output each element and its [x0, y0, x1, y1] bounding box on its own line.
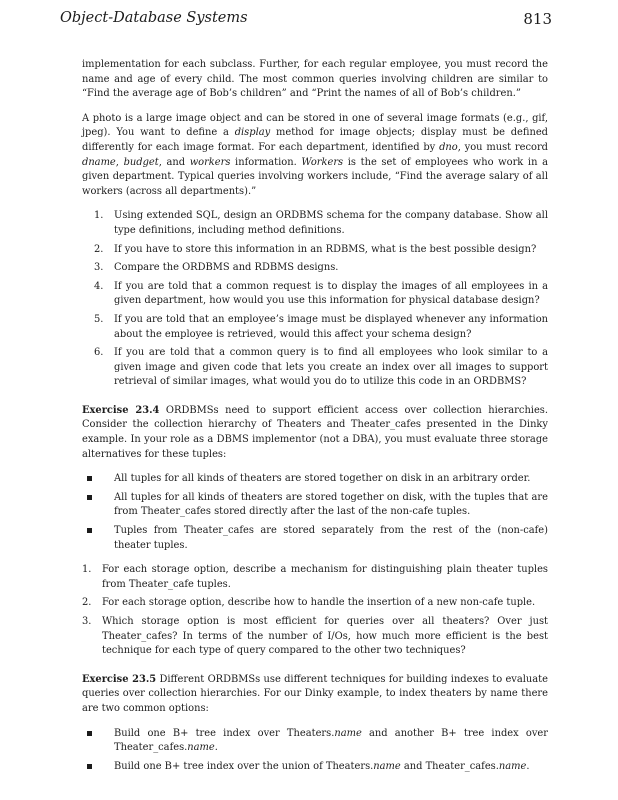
item-text: Tuples from Theater_cafes are stored separately from the rest of the (non-cafe) theater tuples. — [114, 525, 548, 551]
bullet-icon — [87, 764, 92, 769]
exercise-text: Different ORDBMSs use different techniques for building indexes to evaluate queries over collection hierarchies. For our Dinky example, to index theaters by name there are two common options: — [82, 673, 548, 714]
storage-options-list — [82, 472, 548, 553]
text-run: method for image objects; display must be defined differently for each image format. For each department, identified by — [82, 127, 549, 153]
item-text: All tuples for all kinds of theaters are stored together on disk in an arbitrary order. — [114, 473, 531, 485]
italic-term: Workers — [301, 156, 344, 168]
item-number: 1. — [94, 210, 104, 222]
exercise-23-5 — [82, 673, 548, 717]
item-text: If you are told that an employee’s image must be displayed whenever any information about the employee is retrieved, would this affect your schema design? — [114, 313, 548, 340]
text-run: . — [526, 760, 530, 772]
item-number: 3. — [94, 262, 104, 274]
index-options-list — [82, 727, 548, 775]
italic-term: name — [373, 760, 401, 772]
text-run: , and — [158, 156, 190, 168]
list-item — [82, 615, 548, 659]
italic-term: name — [187, 742, 215, 754]
item-text: Which storage option is most efficient for queries over all theaters? Over just Theater_cafes? In terms of the number of I/Os, how much more efficient is the best technique for each type of query compared to the other two techniques? — [102, 616, 548, 657]
item-text: If you are told that a common query is to find all employees who look similar to a given image and given code that lets you create an index over all images to support retrieval of similar images, what would you do to utilize this code in an ORDBMS? — [114, 347, 548, 388]
exercise-23-4 — [82, 404, 548, 462]
text-run: and another B+ tree index over Theater_cafes. — [114, 727, 548, 754]
bullet-icon — [87, 731, 92, 736]
item-text: If you are told that a common request is to display the images of all employees in a given department, how would you use this information for physical database design? — [114, 280, 548, 307]
item-text: Using extended SQL, design an ORDBMS schema for the company database. Show all type definitions, including method definitions. — [114, 210, 548, 236]
text-run: , you must record — [457, 141, 548, 153]
item-number: 4. — [94, 280, 104, 292]
text-run: . — [214, 742, 218, 754]
list-item — [82, 596, 548, 611]
item-number: 1. — [82, 564, 92, 576]
list-item — [82, 563, 548, 592]
italic-term: name — [498, 760, 527, 772]
italic-term: workers — [189, 156, 231, 168]
item-number: 6. — [94, 347, 104, 359]
question-list-23-3 — [82, 209, 548, 390]
bullet-item — [82, 472, 548, 487]
intro-paragraph-2 — [82, 112, 548, 200]
list-item — [94, 313, 548, 342]
bullet-icon — [87, 528, 92, 533]
bullet-icon — [87, 495, 92, 500]
bullet-item — [82, 760, 548, 775]
item-number: 5. — [94, 313, 104, 325]
text-run: and Theater_cafes. — [400, 760, 499, 772]
bullet-icon — [87, 476, 92, 481]
text-run: is the set of employees who work in a given department. Typical queries involving workers include, “Find the average salary of all workers (across all departments).” — [82, 156, 548, 197]
running-head: Object-Database Systems — [60, 10, 248, 26]
page-header — [60, 10, 552, 34]
item-number: 2. — [82, 597, 92, 609]
text-run: , — [115, 156, 124, 168]
italic-term: dname — [82, 156, 116, 168]
item-number: 2. — [94, 243, 104, 255]
text-run: A photo is a large image object and can be stored in one of several image formats (e.g., gif, jpeg). You want to define a — [82, 112, 548, 139]
list-item — [94, 209, 548, 238]
list-item — [94, 346, 548, 390]
intro-paragraph-1: implementation for each subclass. Further, for each regular employee, you must record the name and age of every child. The most common queries involving children are similar to “Find the average age of Bob’s children” and “Print the names of all of Bob’s children.” — [82, 59, 548, 100]
italic-term: budget — [123, 156, 159, 168]
exercise-text: ORDBMSs need to support efficient access over collection hierarchies. Consider the collection hierarchy of Theaters and Theater_cafes presented in the Dinky example. In your role as a DBMS implementor (not a DBA), you must evaluate three storage alternatives for these tuples: — [82, 404, 549, 460]
bullet-item — [82, 524, 548, 553]
italic-term: dno — [439, 141, 458, 153]
exercise-heading: Exercise 23.5 — [82, 673, 157, 685]
list-item — [94, 261, 548, 276]
list-item — [94, 243, 548, 258]
item-text: If you have to store this information in an RDBMS, what is the best possible design? — [114, 243, 537, 255]
page-body — [82, 58, 548, 784]
item-text: All tuples for all kinds of theaters are stored together on disk, with the tuples that are from Theater_cafes stored directly after the last of the non-cafe tuples. — [114, 491, 548, 518]
item-text: For each storage option, describe a mechanism for distinguishing plain theater tuples from Theater_cafe tuples. — [102, 564, 548, 590]
bullet-item — [82, 727, 548, 756]
bullet-item — [82, 491, 548, 520]
question-list-23-4 — [82, 563, 548, 659]
item-number: 3. — [82, 616, 92, 627]
text-run: Build one B+ tree index over Theaters. — [114, 727, 335, 739]
page-number: 813 — [523, 10, 552, 28]
italic-term: name — [334, 727, 362, 739]
text-run: information. — [230, 156, 302, 168]
text-run: Build one B+ tree index over the union of Theaters. — [114, 760, 374, 772]
italic-term: display — [234, 127, 271, 139]
item-text: For each storage option, describe how to handle the insertion of a new non-cafe tuple. — [102, 597, 536, 609]
list-item — [94, 280, 548, 309]
item-text: Compare the ORDBMS and RDBMS designs. — [114, 262, 339, 274]
exercise-heading: Exercise 23.4 — [82, 404, 160, 416]
